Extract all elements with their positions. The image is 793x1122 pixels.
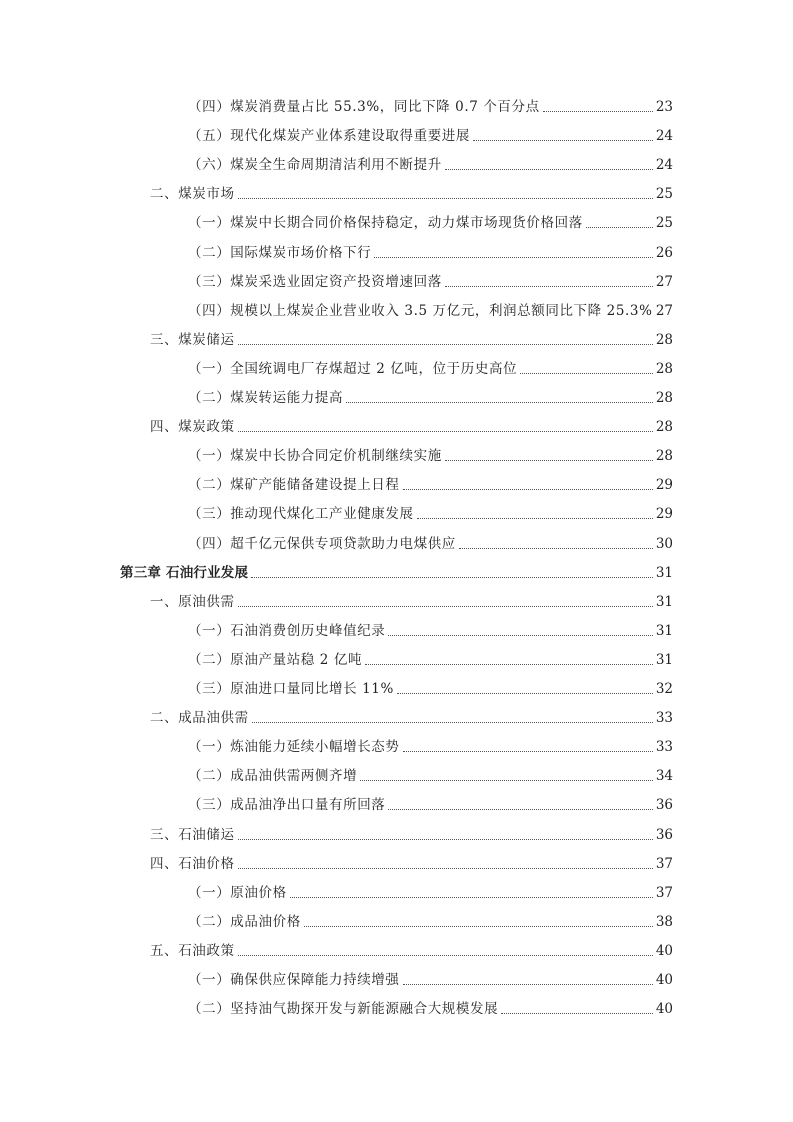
toc-page-number: 27 <box>655 273 673 290</box>
toc-leader-dots <box>238 868 653 869</box>
toc-page-number: 29 <box>655 506 673 523</box>
toc-entry[interactable] <box>0 737 793 757</box>
toc-entry-title: 四、煤炭政策 <box>150 419 235 436</box>
toc-entry[interactable] <box>0 592 793 612</box>
toc-leader-dots <box>403 984 653 985</box>
toc-leader-dots <box>238 198 653 199</box>
toc-leader-dots <box>252 722 653 723</box>
toc-page-number: 23 <box>655 99 673 115</box>
toc-page-number: 37 <box>655 884 673 901</box>
toc-leader-dots <box>417 518 653 519</box>
toc-entry-title: 三、煤炭储运 <box>150 331 235 348</box>
toc-leader-dots <box>586 227 653 228</box>
toc-page-number: 31 <box>655 651 673 668</box>
toc-page-number: 33 <box>655 710 673 727</box>
toc-page-number: 34 <box>655 768 673 785</box>
toc-page-number: 40 <box>655 1001 673 1018</box>
toc-leader-dots <box>238 431 653 432</box>
toc-page-number: 28 <box>655 331 673 348</box>
toc-leader-dots <box>251 577 653 578</box>
toc-entry-title: （三）成品油净出口量有所回落 <box>188 797 386 814</box>
toc-page-number: 28 <box>655 390 673 406</box>
toc-entry-title: （三）推动现代煤化工产业健康发展 <box>188 506 414 523</box>
toc-page-number: 29 <box>655 477 673 494</box>
toc-leader-dots <box>238 955 653 956</box>
toc-entry[interactable] <box>0 243 793 263</box>
toc-leader-dots <box>403 489 653 490</box>
toc-entry[interactable] <box>0 359 793 379</box>
toc-page-number: 31 <box>655 564 673 581</box>
toc-leader-dots <box>365 664 653 665</box>
toc-page-number: 24 <box>655 157 673 174</box>
toc-entry-title: （四）规模以上煤炭企业营业收入 3.5 万亿元，利润总额同比下降 25.3% <box>188 302 653 319</box>
toc-leader-dots <box>397 693 653 694</box>
toc-page-number: 30 <box>655 535 673 552</box>
toc-entry-title: （一）煤炭中长协合同定价机制继续实施 <box>188 448 442 465</box>
toc-entry-title: 一、原油供需 <box>150 593 235 610</box>
toc-entry-title: （三）原油进口量同比增长 11% <box>188 681 394 697</box>
toc-entry-title: 二、煤炭市场 <box>150 186 235 203</box>
toc-entry-title: （一）原油价格 <box>188 884 287 901</box>
toc-page-number: 31 <box>655 593 673 610</box>
toc-leader-dots <box>459 548 653 549</box>
toc-entry[interactable] <box>0 330 793 350</box>
toc-entry-title: （三）煤炭采选业固定资产投资增速回落 <box>188 273 442 290</box>
toc-entry-title: 三、石油储运 <box>150 826 235 843</box>
toc-entry[interactable] <box>0 417 793 437</box>
toc-leader-dots <box>403 751 653 752</box>
toc-leader-dots <box>501 1013 653 1014</box>
toc-leader-dots <box>543 111 653 112</box>
toc-entry[interactable] <box>0 272 793 292</box>
toc-entry[interactable] <box>0 941 793 961</box>
toc-entry-title: （二）煤矿产能储备建设提上日程 <box>188 477 400 494</box>
toc-entry[interactable] <box>0 970 793 990</box>
toc-leader-dots <box>346 402 653 403</box>
toc-leader-dots <box>388 809 652 810</box>
toc-entry-title: （二）坚持油气勘探开发与新能源融合大规模发展 <box>188 1001 499 1018</box>
toc-entry[interactable] <box>0 446 793 466</box>
toc-leader-dots <box>304 926 653 927</box>
toc-page-number: 25 <box>655 215 673 232</box>
toc-entry-title: （五）现代化煤炭产业体系建设取得重要进展 <box>188 128 470 145</box>
toc-entry[interactable] <box>0 854 793 874</box>
toc-entry[interactable] <box>0 213 793 233</box>
toc-entry-title: 四、石油价格 <box>150 855 235 872</box>
toc-entry[interactable] <box>0 97 793 117</box>
toc-leader-dots <box>445 169 653 170</box>
toc-leader-dots <box>360 780 653 781</box>
toc-page-number: 32 <box>655 681 673 697</box>
toc-entry-title: （一）煤炭中长期合同价格保持稳定，动力煤市场现货价格回落 <box>188 215 583 232</box>
toc-leader-dots <box>238 606 653 607</box>
toc-entry-title: 第三章 石油行业发展 <box>120 564 249 581</box>
toc-page-number: 31 <box>655 622 673 639</box>
toc-page-number: 27 <box>655 302 673 319</box>
toc-leader-dots <box>238 344 653 345</box>
toc-entry-title: （二）煤炭转运能力提高 <box>188 390 344 406</box>
toc-page-number: 33 <box>655 739 673 756</box>
toc-entry-title: （二）成品油供需两侧齐增 <box>188 768 358 785</box>
toc-chapter-entry[interactable] <box>0 563 793 583</box>
toc-entry[interactable] <box>0 126 793 146</box>
toc-page-number: 28 <box>655 448 673 465</box>
toc-page-number: 36 <box>655 826 673 843</box>
toc-entry-title: 二、成品油供需 <box>150 710 249 727</box>
toc-leader-dots <box>238 839 653 840</box>
toc-entry-title: （一）全国统调电厂存煤超过 2 亿吨，位于历史高位 <box>188 360 518 377</box>
toc-entry-title: （一）炼油能力延续小幅增长态势 <box>188 739 400 756</box>
toc-entry[interactable] <box>0 504 793 524</box>
toc-entry[interactable] <box>0 534 793 554</box>
toc-entry-title: （四）煤炭消费量占比 55.3%，同比下降 0.7 个百分点 <box>188 99 540 115</box>
toc-entry[interactable] <box>0 766 793 786</box>
toc-page-number: 24 <box>655 128 673 145</box>
toc-entry-title: （二）原油产量站稳 2 亿吨 <box>188 651 363 668</box>
toc-entry[interactable] <box>0 650 793 670</box>
toc-entry[interactable] <box>0 301 793 321</box>
toc-entry-title: （一）确保供应保障能力持续增强 <box>188 972 400 988</box>
toc-entry[interactable] <box>0 883 793 903</box>
toc-entry-title: （四）超千亿元保供专项贷款助力电煤供应 <box>188 535 456 552</box>
toc-entry[interactable] <box>0 184 793 204</box>
toc-page-number: 36 <box>655 797 673 814</box>
toc-entry[interactable] <box>0 708 793 728</box>
toc-entry[interactable] <box>0 795 793 815</box>
toc-entry[interactable] <box>0 621 793 641</box>
toc-page-number: 40 <box>655 972 673 988</box>
toc-page-number: 40 <box>655 942 673 959</box>
toc-leader-dots <box>290 897 653 898</box>
toc-entry[interactable] <box>0 475 793 495</box>
toc-page-number: 25 <box>655 186 673 203</box>
toc-leader-dots <box>374 257 653 258</box>
toc-entry[interactable] <box>0 999 793 1019</box>
toc-entry[interactable] <box>0 155 793 175</box>
toc-entry-title: （二）成品油价格 <box>188 913 301 930</box>
toc-leader-dots <box>445 460 653 461</box>
toc-entry[interactable] <box>0 679 793 699</box>
toc-entry-title: 五、石油政策 <box>150 942 235 959</box>
toc-leader-dots <box>473 140 653 141</box>
toc-leader-dots <box>520 373 653 374</box>
toc-page-number: 37 <box>655 855 673 872</box>
toc-leader-dots <box>445 286 653 287</box>
toc-page-number: 26 <box>655 244 673 261</box>
toc-page-number: 28 <box>655 419 673 436</box>
toc-entry-title: （二）国际煤炭市场价格下行 <box>188 244 372 261</box>
toc-entry-title: （一）石油消费创历史峰值纪录 <box>188 622 386 639</box>
toc-leader-dots <box>388 635 652 636</box>
toc-page-number: 38 <box>655 913 673 930</box>
toc-entry[interactable] <box>0 388 793 408</box>
toc-entry-title: （六）煤炭全生命周期清洁利用不断提升 <box>188 157 442 174</box>
toc-entry[interactable] <box>0 912 793 932</box>
toc-page-number: 28 <box>655 360 673 377</box>
toc-entry[interactable] <box>0 825 793 845</box>
